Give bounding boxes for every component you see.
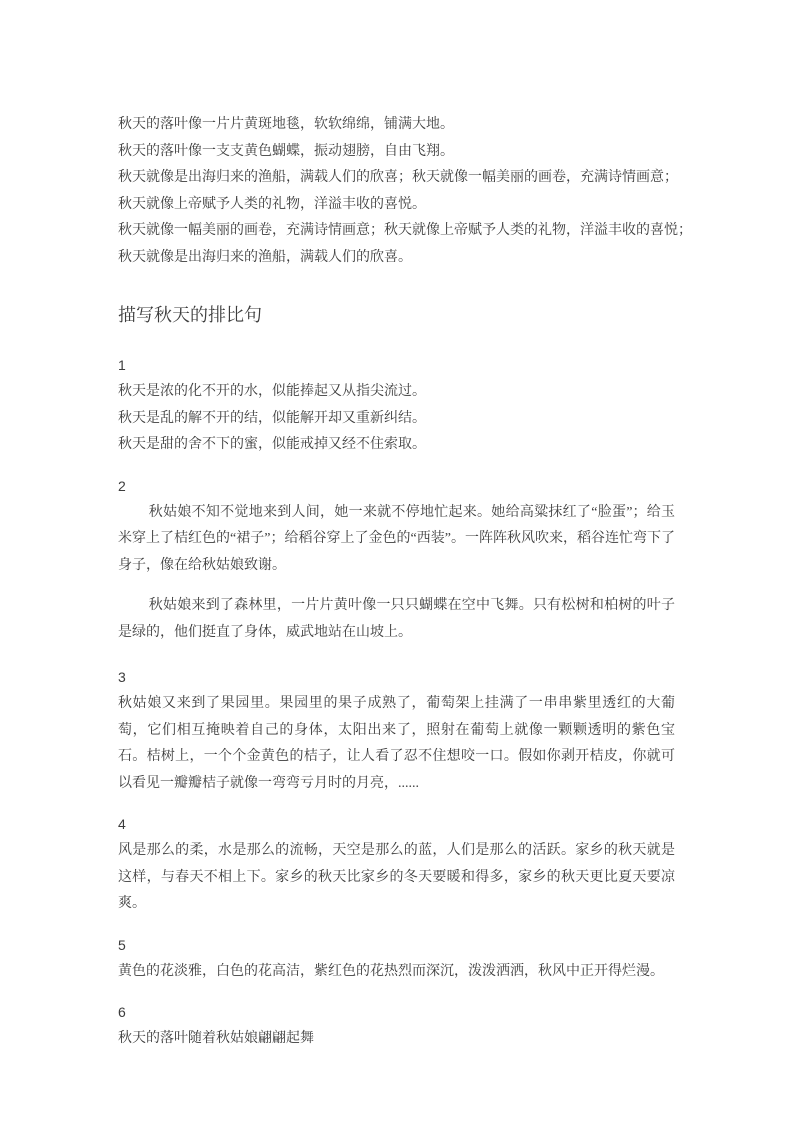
section-5: [118, 932, 675, 986]
section-number: 3: [118, 669, 126, 685]
section-1: [118, 352, 675, 459]
section-number: 1: [118, 357, 126, 373]
section-number: 6: [118, 1004, 126, 1020]
paragraph: 秋姑娘不知不觉地来到人间，她一来就不停地忙起来。她给高粱抹红了“脸蛋”；给玉米穿上了桔红色的“裙子”；给稻谷穿上了金色的“西装”。一阵阵秋风吹来，稻谷连忙弯下了身子，像在给秋姑娘致谢。: [118, 504, 675, 573]
paragraph: 秋天是浓的化不开的水，似能捧起又从指尖流过。: [118, 384, 426, 399]
intro-line: 秋天的落叶像一片片黄斑地毯，软软绵绵，铺满大地。: [118, 117, 454, 132]
paragraph: 秋天是甜的舍不下的蜜，似能戒掉又经不住索取。: [118, 437, 426, 452]
section-number: 2: [118, 477, 126, 494]
paragraph: 黄色的花淡雅，白色的花高洁，紫红色的花热烈而深沉，泼泼洒洒，秋风中正开得烂漫。: [118, 963, 664, 979]
page-title: 描写秋天的排比句: [118, 305, 262, 325]
intro-line: 秋天就像上帝赋予人类的礼物，洋溢丰收的喜悦。: [118, 196, 426, 212]
paragraph: 秋天的落叶随着秋姑娘翩翩起舞: [118, 1031, 314, 1046]
section-6: [118, 999, 675, 1053]
intro-block: [118, 112, 692, 271]
section-number: 4: [118, 816, 126, 832]
intro-line: 秋天的落叶像一支支黄色蝴蝶，振动翅膀，自由飞翔。: [118, 143, 454, 159]
intro-line: 秋天就像是出海归来的渔船，满载人们的欣喜；秋天就像一幅美丽的画卷，充满诗情画意；: [118, 170, 678, 185]
intro-line: 秋天就像一幅美丽的画卷，充满诗情画意；秋天就像上帝赋予人类的礼物，洋溢丰收的喜悦；: [118, 223, 692, 238]
section-number: 5: [118, 936, 126, 953]
paragraph: 秋天是乱的解不开的结，似能解开却又重新纠结。: [118, 410, 426, 426]
paragraph: 秋姑娘又来到了果园里。果园里的果子成熟了，葡萄架上挂满了一串串紫里透红的大葡萄，它们相互掩映着自己的身体，太阳出来了，照射在葡萄上就像一颗颗透明的紫色宝石。桔树上，一个个金黄色的桔子，让人看了忍不住想咬一口。假如你剥开桔皮，你就可以看见一瓣瓣桔子就像一弯弯亏月时的月亮，......: [118, 696, 675, 791]
section-3: [118, 664, 675, 797]
section-4: [118, 811, 675, 918]
document-content: [118, 112, 692, 1053]
paragraph: 秋姑娘来到了森林里，一片片黄叶像一只只蝴蝶在空中飞舞。只有松树和柏树的叶子是绿的，他们挺直了身体，威武地站在山坡上。: [118, 598, 675, 640]
intro-line: 秋天就像是出海归来的渔船，满载人们的欣喜。: [118, 249, 412, 265]
section-2: [118, 473, 675, 647]
paragraph: 风是那么的柔，水是那么的流畅，天空是那么的蓝，人们是那么的活跃。家乡的秋天就是这样，与春天不相上下。家乡的秋天比家乡的冬天要暖和得多，家乡的秋天更比夏天要凉爽。: [118, 843, 675, 911]
